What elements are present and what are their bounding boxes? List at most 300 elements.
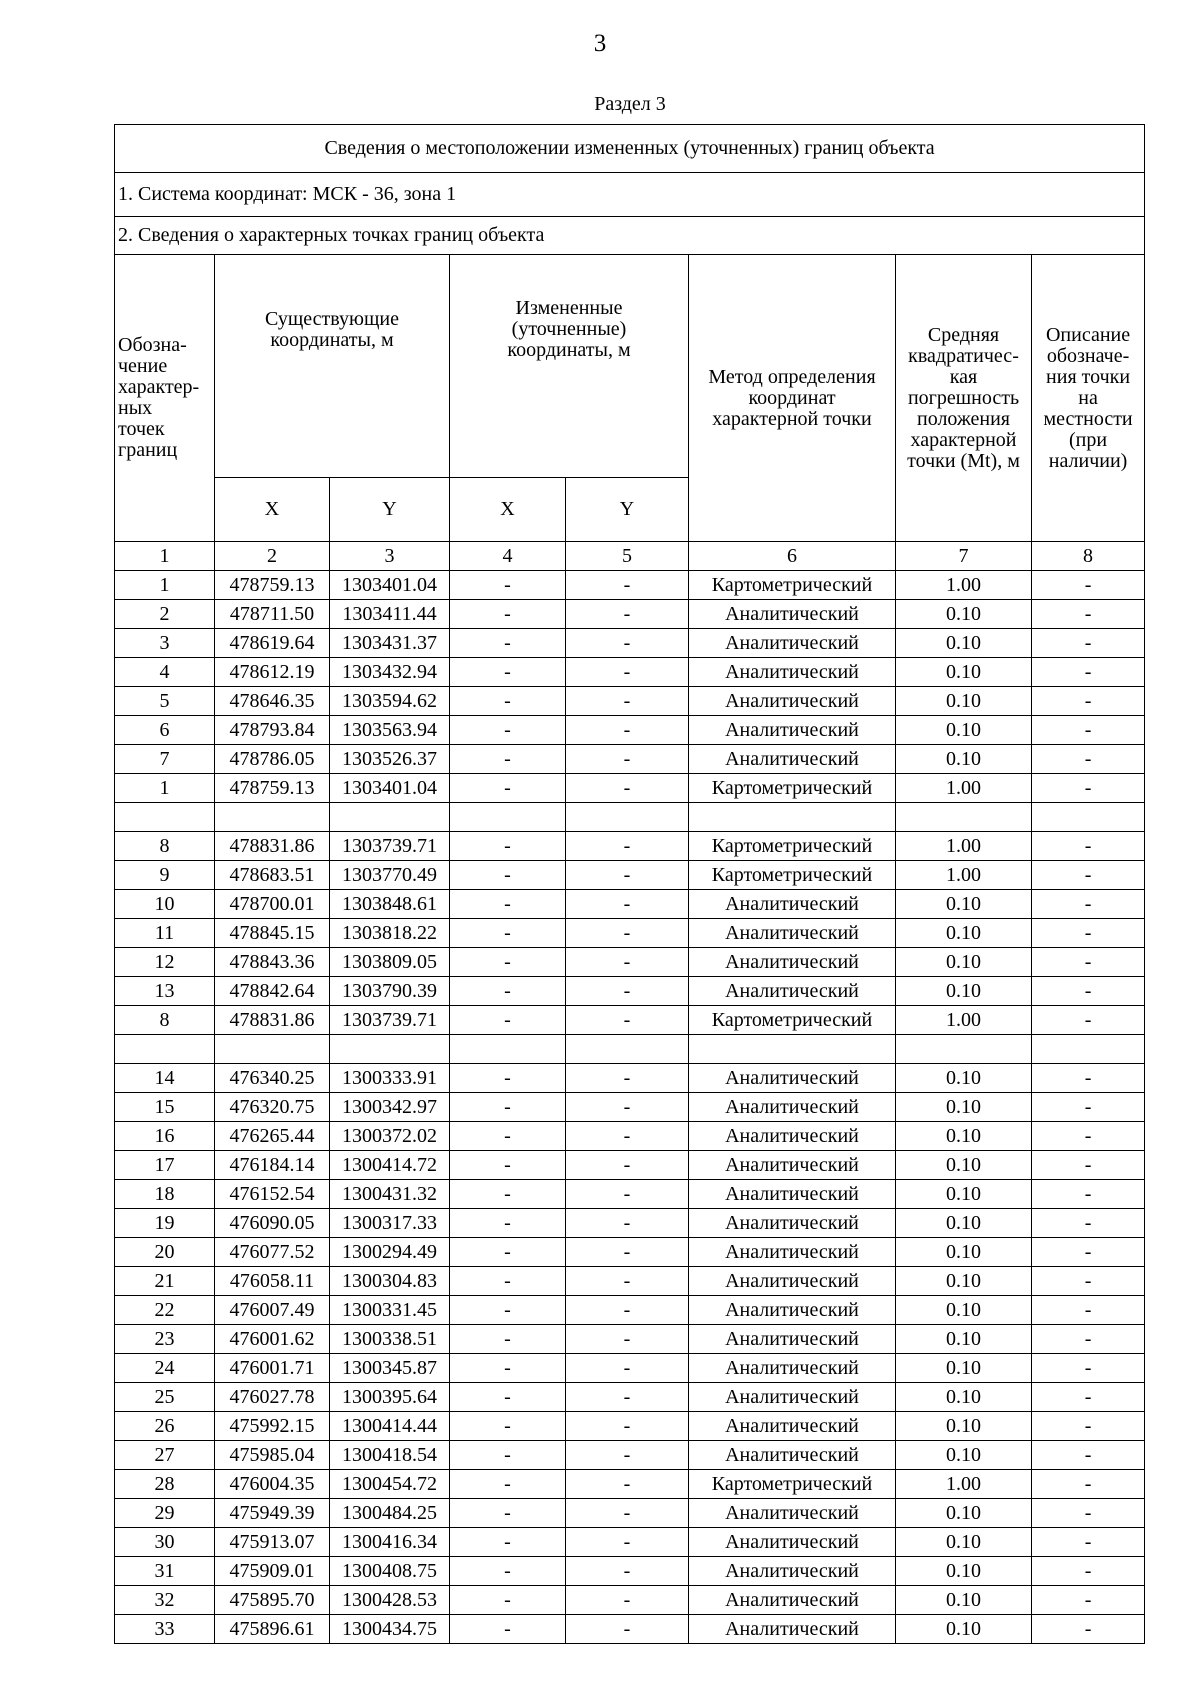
existing-y-cell: 1300418.54 [330, 1441, 450, 1470]
changed-y-cell: - [566, 1093, 689, 1122]
description-cell: - [1032, 1122, 1145, 1151]
table-row [115, 948, 1145, 977]
mean-error-cell: 0.10 [896, 658, 1032, 687]
point-number-cell: 16 [115, 1122, 215, 1151]
changed-x-cell: - [450, 977, 566, 1006]
changed-y-cell: - [566, 1499, 689, 1528]
changed-y-cell: - [566, 1180, 689, 1209]
point-number-cell: 31 [115, 1557, 215, 1586]
table-row [115, 1151, 1145, 1180]
table-row [115, 1180, 1145, 1209]
existing-y-cell: 1300434.75 [330, 1615, 450, 1644]
description-cell: - [1032, 1006, 1145, 1035]
method-cell: Аналитический [689, 1151, 896, 1180]
table-row [115, 1528, 1145, 1557]
existing-x-cell: 475896.61 [215, 1615, 330, 1644]
column-number-cell: 4 [450, 542, 566, 571]
table-row [115, 600, 1145, 629]
existing-y-cell: 1300304.83 [330, 1267, 450, 1296]
existing-x-cell: 478683.51 [215, 861, 330, 890]
existing-y-cell: 1300428.53 [330, 1586, 450, 1615]
header-changed-coords: Измененные (уточненные) координаты, м [450, 255, 689, 478]
table-row [115, 1035, 1145, 1064]
point-number-cell: 9 [115, 861, 215, 890]
changed-y-cell: - [566, 948, 689, 977]
changed-y-cell: - [566, 687, 689, 716]
description-cell: - [1032, 1470, 1145, 1499]
mean-error-cell: 0.10 [896, 1586, 1032, 1615]
method-cell: Аналитический [689, 1528, 896, 1557]
existing-y-cell: 1303770.49 [330, 861, 450, 890]
mean-error-cell: 0.10 [896, 1325, 1032, 1354]
method-cell: Аналитический [689, 1412, 896, 1441]
existing-x-cell: 478759.13 [215, 774, 330, 803]
table-row [115, 687, 1145, 716]
method-cell: Аналитический [689, 1209, 896, 1238]
point-number-cell: 30 [115, 1528, 215, 1557]
table-row [115, 658, 1145, 687]
point-number-cell: 6 [115, 716, 215, 745]
changed-y-cell: - [566, 774, 689, 803]
changed-x-cell: - [450, 687, 566, 716]
point-number-cell: 24 [115, 1354, 215, 1383]
description-cell: - [1032, 1180, 1145, 1209]
changed-x-cell: - [450, 832, 566, 861]
existing-x-cell: 476007.49 [215, 1296, 330, 1325]
point-number-cell [115, 803, 215, 832]
method-cell: Картометрический [689, 832, 896, 861]
point-number-cell: 17 [115, 1151, 215, 1180]
mean-error-cell: 0.10 [896, 890, 1032, 919]
method-cell: Аналитический [689, 1383, 896, 1412]
description-cell: - [1032, 977, 1145, 1006]
existing-y-cell: 1300338.51 [330, 1325, 450, 1354]
table-row [115, 1093, 1145, 1122]
point-number-cell: 11 [115, 919, 215, 948]
method-cell: Аналитический [689, 890, 896, 919]
description-cell: - [1032, 745, 1145, 774]
table-title: Сведения о местоположении измененных (уточненных) границ объекта [115, 125, 1145, 173]
changed-x-cell: - [450, 1528, 566, 1557]
mean-error-cell [896, 1035, 1032, 1064]
table-row [115, 1470, 1145, 1499]
mean-error-cell: 0.10 [896, 745, 1032, 774]
point-number-cell: 10 [115, 890, 215, 919]
changed-x-cell: - [450, 774, 566, 803]
boundary-points-table [114, 124, 1145, 1644]
changed-x-cell: - [450, 1064, 566, 1093]
description-cell: - [1032, 1209, 1145, 1238]
point-number-cell: 32 [115, 1586, 215, 1615]
method-cell: Аналитический [689, 1238, 896, 1267]
description-cell: - [1032, 1615, 1145, 1644]
changed-y-cell: - [566, 745, 689, 774]
mean-error-cell: 0.10 [896, 1093, 1032, 1122]
method-cell: Картометрический [689, 774, 896, 803]
method-cell: Аналитический [689, 629, 896, 658]
method-cell: Аналитический [689, 687, 896, 716]
existing-y-cell: 1300395.64 [330, 1383, 450, 1412]
existing-x-cell: 478845.15 [215, 919, 330, 948]
changed-y-cell: - [566, 629, 689, 658]
header-existing-y: Y [330, 478, 450, 542]
existing-x-cell: 476001.62 [215, 1325, 330, 1354]
method-cell: Аналитический [689, 977, 896, 1006]
existing-y-cell: 1300331.45 [330, 1296, 450, 1325]
existing-y-cell: 1303739.71 [330, 832, 450, 861]
existing-y-cell: 1300416.34 [330, 1528, 450, 1557]
mean-error-cell: 0.10 [896, 716, 1032, 745]
existing-x-cell: 475949.39 [215, 1499, 330, 1528]
changed-y-cell: - [566, 1267, 689, 1296]
description-cell: - [1032, 890, 1145, 919]
existing-y-cell: 1303809.05 [330, 948, 450, 977]
changed-y-cell: - [566, 658, 689, 687]
existing-y-cell: 1303739.71 [330, 1006, 450, 1035]
table-row [115, 1296, 1145, 1325]
point-number-cell: 4 [115, 658, 215, 687]
table-row [115, 890, 1145, 919]
changed-x-cell: - [450, 861, 566, 890]
existing-y-cell: 1300414.72 [330, 1151, 450, 1180]
method-cell: Аналитический [689, 1267, 896, 1296]
description-cell: - [1032, 629, 1145, 658]
existing-y-cell: 1303411.44 [330, 600, 450, 629]
existing-x-cell: 476152.54 [215, 1180, 330, 1209]
existing-y-cell: 1300484.25 [330, 1499, 450, 1528]
mean-error-cell: 1.00 [896, 1470, 1032, 1499]
table-row [115, 1122, 1145, 1151]
table-row [115, 803, 1145, 832]
table-row [115, 1586, 1145, 1615]
changed-x-cell: - [450, 1238, 566, 1267]
existing-y-cell: 1300294.49 [330, 1238, 450, 1267]
description-cell: - [1032, 687, 1145, 716]
point-number-cell: 19 [115, 1209, 215, 1238]
header-changed-y: Y [566, 478, 689, 542]
method-cell: Аналитический [689, 1325, 896, 1354]
changed-x-cell: - [450, 1267, 566, 1296]
changed-y-cell: - [566, 890, 689, 919]
mean-error-cell: 1.00 [896, 571, 1032, 600]
changed-y-cell: - [566, 1615, 689, 1644]
mean-error-cell: 0.10 [896, 1383, 1032, 1412]
existing-x-cell: 478793.84 [215, 716, 330, 745]
changed-y-cell: - [566, 832, 689, 861]
changed-y-cell: - [566, 1064, 689, 1093]
changed-x-cell: - [450, 1354, 566, 1383]
description-cell: - [1032, 1354, 1145, 1383]
changed-y-cell: - [566, 1528, 689, 1557]
point-number-cell: 21 [115, 1267, 215, 1296]
header-mean-error: Средняя квадратичес- кая погрешность положения характерной точки (Mt), м [896, 255, 1032, 542]
description-cell: - [1032, 658, 1145, 687]
method-cell: Аналитический [689, 1586, 896, 1615]
existing-y-cell: 1300408.75 [330, 1557, 450, 1586]
point-number-cell: 23 [115, 1325, 215, 1354]
method-cell: Картометрический [689, 1470, 896, 1499]
point-number-cell: 29 [115, 1499, 215, 1528]
method-cell: Аналитический [689, 1499, 896, 1528]
section-title: Раздел 3 [594, 93, 666, 115]
existing-x-cell: 476077.52 [215, 1238, 330, 1267]
column-number-cell: 8 [1032, 542, 1145, 571]
existing-y-cell: 1303401.04 [330, 571, 450, 600]
changed-y-cell: - [566, 716, 689, 745]
changed-x-cell: - [450, 1180, 566, 1209]
changed-x-cell: - [450, 716, 566, 745]
changed-y-cell: - [566, 919, 689, 948]
existing-y-cell: 1303563.94 [330, 716, 450, 745]
mean-error-cell: 1.00 [896, 1006, 1032, 1035]
description-cell: - [1032, 832, 1145, 861]
mean-error-cell: 0.10 [896, 1267, 1032, 1296]
changed-x-cell: - [450, 1151, 566, 1180]
table-row [115, 774, 1145, 803]
existing-y-cell: 1303526.37 [330, 745, 450, 774]
changed-x-cell: - [450, 1325, 566, 1354]
header-point-designation: Обозна- чение характер- ных точек границ [115, 255, 215, 542]
changed-y-cell: - [566, 977, 689, 1006]
description-cell: - [1032, 1064, 1145, 1093]
description-cell: - [1032, 1267, 1145, 1296]
existing-x-cell: 475992.15 [215, 1412, 330, 1441]
method-cell: Картометрический [689, 861, 896, 890]
method-cell: Аналитический [689, 919, 896, 948]
changed-x-cell: - [450, 1296, 566, 1325]
column-number-cell: 3 [330, 542, 450, 571]
point-number-cell: 3 [115, 629, 215, 658]
point-number-cell: 7 [115, 745, 215, 774]
header-existing-coords: Существующие координаты, м [215, 255, 450, 478]
existing-x-cell: 476004.35 [215, 1470, 330, 1499]
description-cell: - [1032, 1586, 1145, 1615]
existing-x-cell [215, 803, 330, 832]
existing-y-cell: 1300372.02 [330, 1122, 450, 1151]
method-cell: Аналитический [689, 1296, 896, 1325]
changed-x-cell: - [450, 571, 566, 600]
existing-y-cell: 1303431.37 [330, 629, 450, 658]
existing-x-cell: 476320.75 [215, 1093, 330, 1122]
point-number-cell: 15 [115, 1093, 215, 1122]
table-row [115, 1006, 1145, 1035]
point-number-cell: 13 [115, 977, 215, 1006]
changed-y-cell: - [566, 1122, 689, 1151]
header-changed-x: X [450, 478, 566, 542]
existing-y-cell: 1300454.72 [330, 1470, 450, 1499]
description-cell: - [1032, 861, 1145, 890]
description-cell: - [1032, 1151, 1145, 1180]
method-cell: Аналитический [689, 1441, 896, 1470]
point-number-cell: 8 [115, 832, 215, 861]
changed-y-cell: - [566, 1441, 689, 1470]
mean-error-cell: 0.10 [896, 1238, 1032, 1267]
existing-x-cell: 476058.11 [215, 1267, 330, 1296]
changed-x-cell: - [450, 1093, 566, 1122]
mean-error-cell: 1.00 [896, 774, 1032, 803]
existing-x-cell: 478646.35 [215, 687, 330, 716]
existing-y-cell: 1300333.91 [330, 1064, 450, 1093]
table-row [115, 861, 1145, 890]
existing-y-cell: 1303401.04 [330, 774, 450, 803]
mean-error-cell: 0.10 [896, 1354, 1032, 1383]
existing-x-cell: 476027.78 [215, 1383, 330, 1412]
mean-error-cell: 0.10 [896, 629, 1032, 658]
existing-x-cell: 478612.19 [215, 658, 330, 687]
changed-y-cell: - [566, 1209, 689, 1238]
changed-y-cell: - [566, 1325, 689, 1354]
mean-error-cell: 0.10 [896, 1499, 1032, 1528]
description-cell: - [1032, 1093, 1145, 1122]
point-number-cell: 27 [115, 1441, 215, 1470]
changed-y-cell: - [566, 571, 689, 600]
table-row [115, 716, 1145, 745]
point-number-cell: 26 [115, 1412, 215, 1441]
header-existing-x: X [215, 478, 330, 542]
table-row [115, 1064, 1145, 1093]
existing-y-cell [330, 1035, 450, 1064]
existing-x-cell: 478759.13 [215, 571, 330, 600]
changed-y-cell: - [566, 1586, 689, 1615]
changed-x-cell [450, 1035, 566, 1064]
table-row [115, 1499, 1145, 1528]
description-cell: - [1032, 1296, 1145, 1325]
changed-x-cell: - [450, 600, 566, 629]
table-row [115, 977, 1145, 1006]
mean-error-cell [896, 803, 1032, 832]
existing-x-cell: 476340.25 [215, 1064, 330, 1093]
description-cell: - [1032, 919, 1145, 948]
mean-error-cell: 0.10 [896, 919, 1032, 948]
changed-y-cell: - [566, 1354, 689, 1383]
description-cell: - [1032, 1383, 1145, 1412]
table-row [115, 1354, 1145, 1383]
table-row [115, 1615, 1145, 1644]
changed-x-cell: - [450, 1499, 566, 1528]
point-number-cell: 25 [115, 1383, 215, 1412]
existing-y-cell: 1300414.44 [330, 1412, 450, 1441]
mean-error-cell: 1.00 [896, 832, 1032, 861]
description-cell: - [1032, 716, 1145, 745]
table-row [115, 1441, 1145, 1470]
description-cell: - [1032, 1325, 1145, 1354]
changed-x-cell: - [450, 948, 566, 977]
description-cell: - [1032, 600, 1145, 629]
method-cell: Аналитический [689, 1557, 896, 1586]
existing-x-cell: 478842.64 [215, 977, 330, 1006]
point-number-cell [115, 1035, 215, 1064]
existing-x-cell: 476001.71 [215, 1354, 330, 1383]
mean-error-cell: 0.10 [896, 1412, 1032, 1441]
point-number-cell: 14 [115, 1064, 215, 1093]
page-number: 3 [593, 30, 607, 57]
table-row [115, 1209, 1145, 1238]
table-row [115, 629, 1145, 658]
point-number-cell: 1 [115, 774, 215, 803]
method-cell: Аналитический [689, 948, 896, 977]
point-number-cell: 5 [115, 687, 215, 716]
changed-x-cell: - [450, 1412, 566, 1441]
description-cell: - [1032, 948, 1145, 977]
existing-y-cell [330, 803, 450, 832]
description-cell: - [1032, 1528, 1145, 1557]
header-description: Описание обозначе- ния точки на местности (при наличии) [1032, 255, 1145, 542]
changed-y-cell: - [566, 1006, 689, 1035]
existing-y-cell: 1303432.94 [330, 658, 450, 687]
point-number-cell: 2 [115, 600, 215, 629]
changed-y-cell: - [566, 600, 689, 629]
mean-error-cell: 0.10 [896, 1296, 1032, 1325]
changed-y-cell: - [566, 1412, 689, 1441]
changed-x-cell: - [450, 1615, 566, 1644]
mean-error-cell: 0.10 [896, 1151, 1032, 1180]
existing-y-cell: 1300317.33 [330, 1209, 450, 1238]
changed-x-cell: - [450, 658, 566, 687]
changed-y-cell: - [566, 1238, 689, 1267]
changed-x-cell: - [450, 1557, 566, 1586]
description-cell: - [1032, 1557, 1145, 1586]
coordinate-system: 1. Система координат: МСК - 36, зона 1 [115, 173, 1145, 217]
mean-error-cell: 0.10 [896, 977, 1032, 1006]
method-cell: Картометрический [689, 1006, 896, 1035]
mean-error-cell: 0.10 [896, 1122, 1032, 1151]
method-cell [689, 803, 896, 832]
table-row [115, 919, 1145, 948]
existing-x-cell: 478831.86 [215, 1006, 330, 1035]
point-number-cell: 33 [115, 1615, 215, 1644]
column-number-cell: 2 [215, 542, 330, 571]
changed-y-cell: - [566, 1151, 689, 1180]
method-cell: Аналитический [689, 600, 896, 629]
changed-y-cell: - [566, 1470, 689, 1499]
existing-x-cell: 476265.44 [215, 1122, 330, 1151]
method-cell: Аналитический [689, 1354, 896, 1383]
table-row [115, 1325, 1145, 1354]
existing-x-cell: 475985.04 [215, 1441, 330, 1470]
existing-x-cell: 478619.64 [215, 629, 330, 658]
method-cell: Аналитический [689, 1093, 896, 1122]
description-cell: - [1032, 1441, 1145, 1470]
mean-error-cell: 0.10 [896, 948, 1032, 977]
column-number-cell: 1 [115, 542, 215, 571]
method-cell [689, 1035, 896, 1064]
mean-error-cell: 0.10 [896, 1615, 1032, 1644]
mean-error-cell: 0.10 [896, 1528, 1032, 1557]
method-cell: Аналитический [689, 1615, 896, 1644]
mean-error-cell: 0.10 [896, 1209, 1032, 1238]
description-cell: - [1032, 571, 1145, 600]
existing-x-cell: 478843.36 [215, 948, 330, 977]
point-number-cell: 28 [115, 1470, 215, 1499]
existing-x-cell: 478786.05 [215, 745, 330, 774]
changed-x-cell: - [450, 629, 566, 658]
changed-y-cell: - [566, 1296, 689, 1325]
existing-x-cell: 478711.50 [215, 600, 330, 629]
mean-error-cell: 0.10 [896, 1557, 1032, 1586]
existing-x-cell: 476090.05 [215, 1209, 330, 1238]
changed-x-cell: - [450, 1006, 566, 1035]
table-row [115, 1383, 1145, 1412]
table-row [115, 1238, 1145, 1267]
changed-x-cell: - [450, 890, 566, 919]
column-numbers-row [115, 542, 1145, 571]
table-row [115, 1267, 1145, 1296]
existing-y-cell: 1300431.32 [330, 1180, 450, 1209]
column-number-cell: 6 [689, 542, 896, 571]
point-number-cell: 1 [115, 571, 215, 600]
description-cell: - [1032, 1238, 1145, 1267]
method-cell: Аналитический [689, 1122, 896, 1151]
